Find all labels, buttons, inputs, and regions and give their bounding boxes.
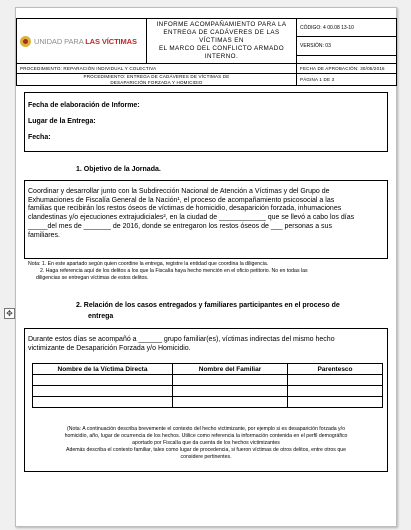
relationship-header: Parentesco [288, 364, 383, 375]
document-header-table [16, 18, 397, 86]
lugar-entrega-label: Lugar de la Entrega: [28, 118, 96, 125]
brand-logo-text: UNIDAD PARA LAS VÍCTIMAS [34, 36, 137, 46]
table-cell[interactable] [288, 386, 383, 397]
objective-note-2: 2. Haga referencia aquí de los delitos a los que la Fiscalía haya hecho mención en el oficio petitorio. No en todas las [40, 268, 308, 274]
table-row [33, 375, 383, 386]
cases-note: (Nota: A continuación describa brevemente el contexto del hecho victimizante, por ejemplo si es desaparición forzada y/o homicidio, año, lugar de ocurrencia de los hechos. Utilice como referencia la información contenida en el perfil demográfico aportado por Fiscalía que da cuenta de los hechos victimizantes Además describa el contexto familiar, tales como lugar de procedencia, si fueron víctimas de otros delitos, entre otros que considere pertinentes. [64, 426, 348, 460]
relative-name-header: Nombre del Familiar [173, 364, 288, 375]
table-cell[interactable] [33, 397, 173, 408]
table-cell[interactable] [173, 375, 288, 386]
table-cell[interactable] [33, 386, 173, 397]
table-cell[interactable] [173, 397, 288, 408]
section-2-heading-cont: entrega [88, 313, 114, 320]
table-cell[interactable] [288, 375, 383, 386]
codigo-cell: CÓDIGO: 4 00.08 13-10 [297, 19, 397, 37]
table-cell[interactable] [173, 386, 288, 397]
proceso-cell: PROCEDIMIENTO: REPARACIÓN INDIVIDUAL Y COLECTIVA [17, 64, 297, 74]
objective-text: Coordinar y desarrollar junto con la Subdirección Nacional de Atención a Víctimas y del Grupo de Exhumaciones de Fiscalía General de la Nación¹, el proceso de acompañamiento psicosocial a las familias que recibirán los restos óseos de víctimas de homicidio, desaparición forzada, inhumaciones clandestinas y/o ejecuciones extrajudiciales², en la ciudad de ____________ que se llevó a cabo los días _____del mes de _______ de 2016, donde se entregaron los restos óseos de ___ personas a sus familiares. [28, 188, 355, 239]
coat-of-arms-logo [20, 36, 31, 47]
table-row [33, 397, 383, 408]
cases-text-1: Durante estos días se acompañó a ______ grupo familiar(es), víctimas indirectas del mismo hecho [28, 336, 335, 343]
fecha-label: Fecha: [28, 134, 51, 141]
document-page [15, 7, 397, 527]
table-cell[interactable] [288, 397, 383, 408]
cases-text-2: victimizante de Desaparición Forzada y/o Homicidio. [28, 345, 191, 352]
table-cell[interactable] [33, 375, 173, 386]
version-cell: VERSIÓN: 03 [297, 37, 397, 55]
document-title: INFORME ACOMPAÑAMIENTO PARA LA ENTREGA DE CADÁVERES DE LAS VÍCTIMAS EN EL MARCO DEL CONFLICTO ARMADO INTERNO. [147, 19, 297, 64]
fecha-aprobacion-cell: FECHA DE APROBACIÓN: 30/05/2016 [297, 64, 397, 74]
logo-cell [17, 19, 147, 64]
objective-note-3: diligencias se entregan víctimas de estos delitos. [36, 275, 149, 281]
table-row [33, 386, 383, 397]
objective-note-1: Nota: 1. En este apartado según quien coordine la entrega, registre la entidad que coordina la diligencia. [28, 261, 269, 267]
section-2-heading: 2. Relación de los casos entregados y familiares participantes en el proceso de [76, 302, 340, 309]
fecha-elaboracion-label: Fecha de elaboración de Informe: [28, 102, 140, 109]
victim-name-header: Nombre de la Víctima Directa [33, 364, 173, 375]
pagina-cell: PÁGINA 1 DE 3 [297, 74, 397, 86]
family-table-header-row [33, 364, 383, 375]
subproceso-cell: PROCEDIMIENTO: ENTREGA DE CADÁVERES DE VÍCTIMAS DE DESAPARICIÓN FORZADA Y HOMICIDIO [17, 74, 297, 86]
move-handle-icon[interactable]: ✥ [4, 308, 15, 319]
family-table [32, 363, 383, 408]
section-1-heading: 1. Objetivo de la Jornada. [76, 166, 161, 173]
